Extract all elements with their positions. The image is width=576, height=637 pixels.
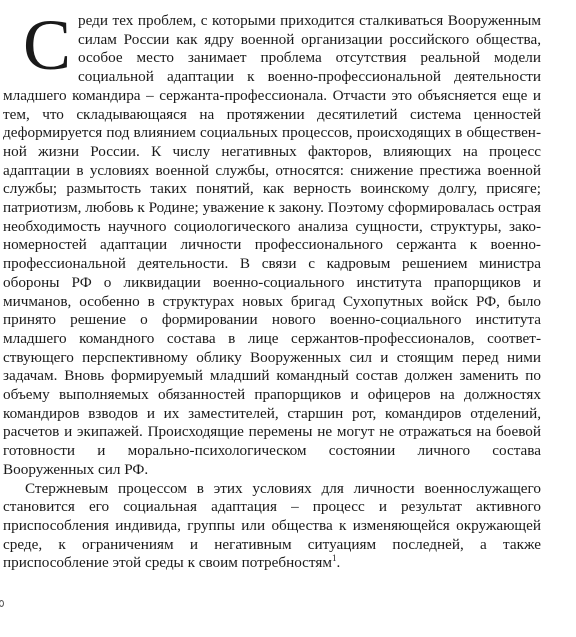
paragraph-1 xyxy=(3,5,541,480)
margin-mark-icon xyxy=(0,600,4,607)
paragraph-2 xyxy=(3,480,541,574)
paragraph-1-text: реди тех проблем, с которыми приходится сталкиваться Вооруженным силам России как ядру военной организации российского общества, особое место занимает проблема отсутствия реальной модели социальной адаптации к военно-профессиональной деятельности младшего командира – сержанта-профессионала. Отчасти это объясняется еще и тем, что складывающаяся на протяжении десятилетий система ценностей деформируется под влиянием социальных процессов, происходящих в общественной жизни России. К числу негативных факторов, влияющих на процесс адаптации в условиях военной службы, относятся: снижение престижа военной службы; размытость таких понятий, как верность воинскому долгу, присяге; патриотизм, любовь к Родине; уважение к закону. Поэтому сформировалась острая необходимость научного социологического анализа сущности, структуры, закономерностей адаптации личности профессионального сержанта к военно-профессиональной деятельности. В связи с кадровым решением министра обороны РФ о ликвидации военно-социального института прапорщиков и мичманов, особенно в структурах новых бригад Сухопутных войск РФ, было принято решение о формировании нового военно-социального института младшего командного состава в лице сержантов-профессионалов, соответствующего перспективному облику Вооруженных сил и стоящим перед ними задачам. Вновь формируемый младший командный состав должен заменить по объему выполняемых обязанностей прапорщиков и офицеров на должностях командиров взводов и их заместителей, старшин рот, командиров отделений, расчетов и экипажей. Происходящие перемены не могут не отражаться на боевой готовности и морально-психологическом состоянии личного состава Вооруженных сил РФ. xyxy=(3,12,541,478)
footnote-reference[interactable]: 1 xyxy=(331,553,337,564)
paragraph-2-text: Стержневым процессом в этих условиях для личности военнослужащего становится его социальная адаптация – процесс и результат активного приспособления индивида, группы или общества к изменяющейся окружающей среде, к ограничениям и негативным ситуациям последней, а также приспособление этой среды к своим потребностям xyxy=(3,479,541,572)
article-text xyxy=(3,5,541,573)
drop-cap-letter: С xyxy=(23,5,72,85)
paragraph-2-end: . xyxy=(336,554,341,572)
